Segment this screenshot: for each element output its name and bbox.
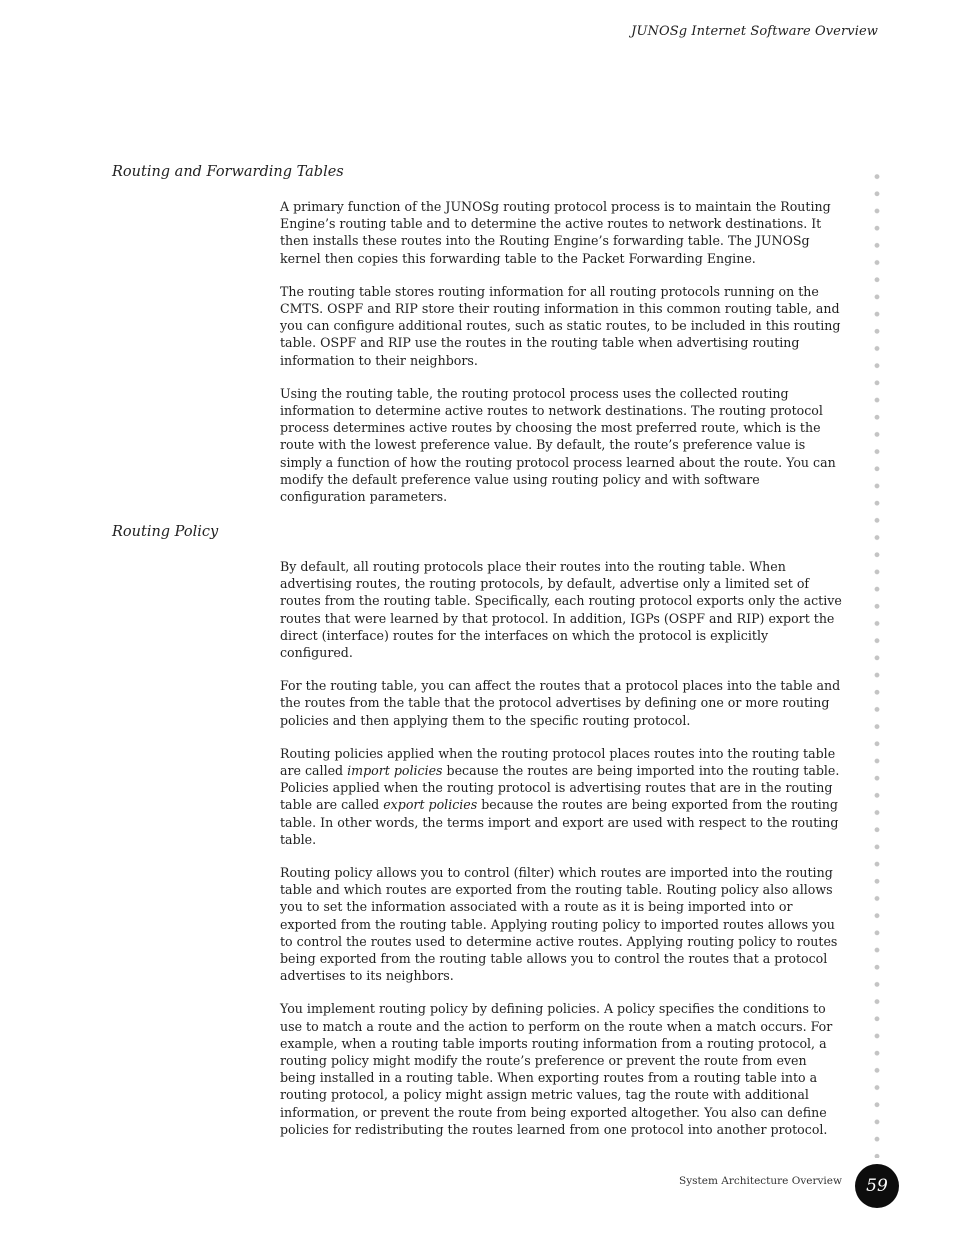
paragraph: For the routing table, you can affect the routes that a protocol places into the table and the routes from the table that the protocol advertises by defining one or more routing policies and then applying them to the specific routing protocol. <box>280 678 841 728</box>
paragraph: A primary function of the JUNOSg routing protocol process is to maintain the Routing Engine’s routing table and to determine the active routes to network destinations. It then installs these routes into the Routing Engine’s forwarding table. The JUNOSg kernel then copies this forwarding table to the Packet Forwarding Engine. <box>280 199 831 266</box>
paragraph: By default, all routing protocols place their routes into the routing table. When advertising routes, the routing protocols, by default, advertise only a limited set of routes from the routing table. Specifically, each routing protocol exports only the active routes that were learned by that protocol. In addition, IGPs (OSPF and RIP) export the direct (interface) routes for the interfaces on which the protocol is explicitly configured. <box>280 559 842 661</box>
term-import-policies: import policies <box>347 763 443 779</box>
section-heading-routing-policy: Routing Policy <box>112 524 219 540</box>
term-export-policies: export policies <box>383 797 478 813</box>
text-run: because the routes are being imported into the routing table. Policies applied when the routing protocol is advertising routes that are in the routing table are called <box>280 763 840 813</box>
dotted-margin-rule <box>874 168 880 1158</box>
running-header: JUNOSg Internet Software Overview <box>631 24 878 39</box>
footer-chapter-title: System Architecture Overview <box>679 1175 842 1187</box>
section-body-routing-forwarding-tables <box>280 198 844 521</box>
paragraph: The routing table stores routing information for all routing protocols running on the CMTS. OSPF and RIP store their routing information in this common routing table, and you can configure additional routes, such as static routes, to be included in this routing table. OSPF and RIP use the routes in the routing table when advertising routing information to their neighbors. <box>280 283 841 368</box>
text-run: Routing policies applied when the routing protocol places routes into the routing table are called <box>280 745 836 779</box>
paragraph: Routing policy allows you to control (filter) which routes are imported into the routing table and which routes are exported from the routing table. Routing policy also allows you to set the information associated with a route as it is being imported into or exported from the routing table. Applying routing policy to imported routes allows you to control the routes used to determine active routes. Applying routing policy to routes being exported from the routing table allows you to control the routes that a protocol advertises to its neighbors. <box>280 865 838 984</box>
text-run: because the routes are being exported from the routing table. In other words, the terms import and export are used with respect to the routing table. <box>280 797 839 847</box>
paragraph: You implement routing policy by defining policies. A policy specifies the conditions to use to match a route and the action to perform on the route when a match occurs. For example, when a routing table imports routing information from a routing protocol, a routing policy might modify the route’s preference or prevent the route from even being installed in a routing table. When exporting routes from a routing table into a routing protocol, a policy might assign metric values, tag the route with additional information, or prevent the route from being exported altogether. You also can define policies for redistributing the routes learned from one protocol into another protocol. <box>280 1001 833 1137</box>
paragraph-import-export-policies <box>280 745 844 848</box>
paragraph: Using the routing table, the routing protocol process uses the collected routing information to determine active routes to network destinations. The routing protocol process determines active routes by choosing the most preferred route, which is the route with the lowest preference value. By default, the route’s preference value is simply a function of how the routing protocol process learned about the route. You can modify the default preference value using routing policy and with software configuration parameters. <box>280 385 836 505</box>
page-number-badge <box>855 1164 899 1208</box>
page-number: 59 <box>866 1176 888 1196</box>
section-body-routing-policy <box>280 558 844 1154</box>
section-heading-routing-forwarding-tables: Routing and Forwarding Tables <box>112 164 344 180</box>
